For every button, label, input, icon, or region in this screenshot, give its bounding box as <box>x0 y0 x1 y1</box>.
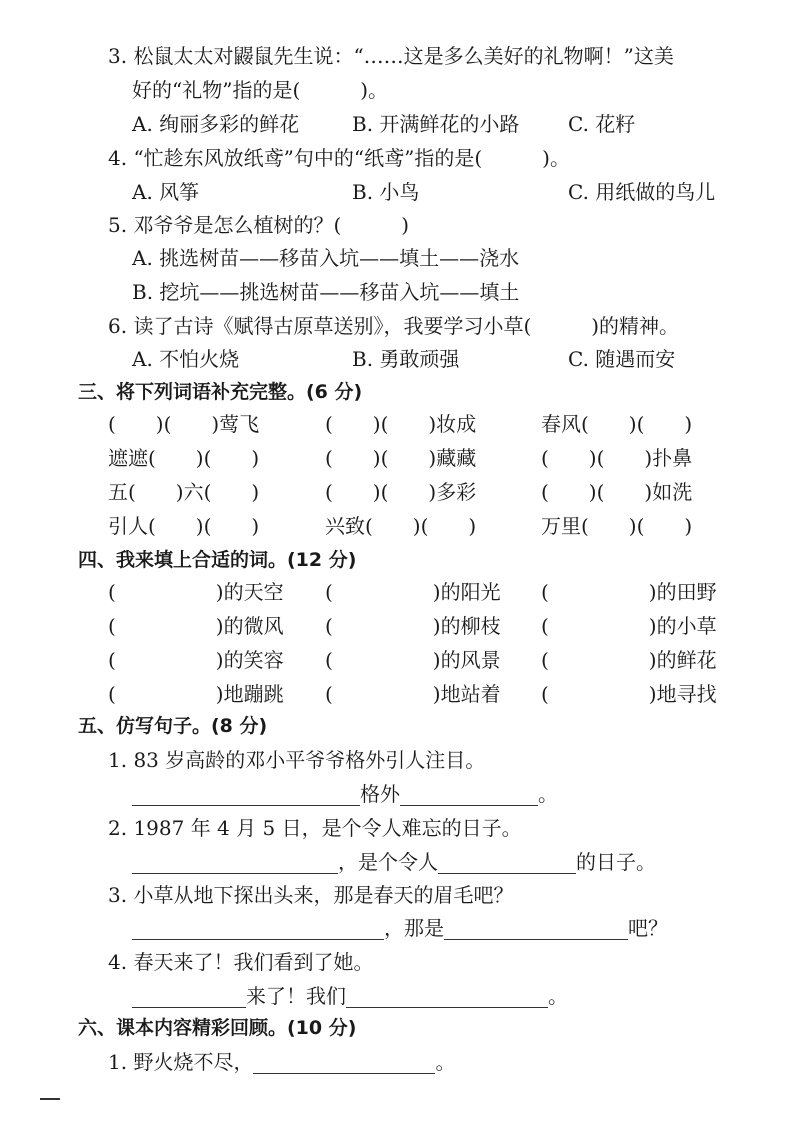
sec4-cell: ( )地蹦跳 <box>108 682 284 706</box>
sec4-cell: ( )地寻找 <box>541 682 717 706</box>
answer-blank[interactable] <box>132 785 360 806</box>
answer-blank[interactable] <box>253 1053 435 1074</box>
q4-stem: 4. “忙趁东风放纸鸢”句中的“纸鸢”指的是( )。 <box>108 146 570 170</box>
sec5-example-3: 3. 小草从地下探出头来，那是春天的眉毛吧？ <box>108 883 514 907</box>
sec4-cell: ( )的田野 <box>541 580 717 604</box>
sec5-example-1: 1. 83 岁高龄的邓小平爷爷格外引人注目。 <box>108 748 486 772</box>
sec3-cell: 兴致( )( ) <box>325 514 477 538</box>
sec4-cell: ( )的风景 <box>325 648 501 672</box>
answer-blank[interactable] <box>132 987 246 1008</box>
q4-option-b: B. 小鸟 <box>352 180 420 204</box>
answer-blank[interactable] <box>132 853 338 874</box>
section-4-title: 四、我来填上合适的词。(12 分) <box>78 549 357 571</box>
q3-option-a: A. 绚丽多彩的鲜花 <box>132 112 300 136</box>
sec5-answer-3: ，那是 吧？ <box>132 916 668 940</box>
q5-option-a: A. 挑选树苗——移苗入坑——填土——浇水 <box>132 246 520 270</box>
q6-option-b: B. 勇敢顽强 <box>352 347 460 371</box>
sec3-cell: ( )( )扑鼻 <box>541 446 693 470</box>
sec5-example-4: 4. 春天来了！我们看到了她。 <box>108 950 374 974</box>
q5-stem: 5. 邓爷爷是怎么植树的？( ) <box>108 213 410 237</box>
answer-blank[interactable] <box>132 919 384 940</box>
sec3-cell: ( )( )多彩 <box>325 480 477 504</box>
q4-option-a: A. 风筝 <box>132 180 200 204</box>
sec4-cell: ( )的天空 <box>108 580 284 604</box>
q4-option-c: C. 用纸做的鸟儿 <box>568 180 716 204</box>
sec4-cell: ( )地站着 <box>325 682 501 706</box>
q6-option-a: A. 不怕火烧 <box>132 347 240 371</box>
sec6-line-1: 1. 野火烧不尽， 。 <box>108 1050 456 1074</box>
sec4-cell: ( )的小草 <box>541 614 717 638</box>
sec5-answer-2: ，是个令人 的日子。 <box>132 850 656 874</box>
sec4-cell: ( )的笑容 <box>108 648 284 672</box>
q3-stem-line1: 3. 松鼠太太对鼹鼠先生说：“……这是多么美好的礼物啊！”这美 <box>108 44 674 68</box>
sec4-cell: ( )的鲜花 <box>541 648 717 672</box>
sec3-cell: 万里( )( ) <box>541 514 693 538</box>
sec5-example-2: 2. 1987 年 4 月 5 日，是个令人难忘的日子。 <box>108 816 522 840</box>
sec4-cell: ( )的柳枝 <box>325 614 501 638</box>
answer-blank[interactable] <box>346 987 548 1008</box>
sec3-cell: 五( )六( ) <box>108 480 260 504</box>
sec5-answer-1: 格外 。 <box>132 782 558 806</box>
sec3-cell: 遮遮( )( ) <box>108 446 260 470</box>
section-6-title: 六、课本内容精彩回顾。(10 分) <box>78 1017 357 1039</box>
q6-stem: 6. 读了古诗《赋得古原草送别》，我要学习小草( )的精神。 <box>108 314 680 338</box>
sec3-cell: ( )( )藏藏 <box>325 446 477 470</box>
section-5-title: 五、仿写句子。(8 分) <box>78 715 268 737</box>
sec3-cell: 引人( )( ) <box>108 514 260 538</box>
sec5-answer-4: 来了！我们 。 <box>132 984 568 1008</box>
q3-option-b: B. 开满鲜花的小路 <box>352 112 520 136</box>
q6-option-c: C. 随遇而安 <box>568 347 676 371</box>
answer-blank[interactable] <box>400 785 538 806</box>
sec3-cell: ( )( )如洗 <box>541 480 693 504</box>
page-margin-mark <box>40 1098 60 1100</box>
answer-blank[interactable] <box>438 853 576 874</box>
q5-option-b: B. 挖坑——挑选树苗——移苗入坑——填土 <box>132 280 520 304</box>
q3-option-c: C. 花籽 <box>568 112 636 136</box>
sec3-cell: ( )( )妆成 <box>325 412 477 436</box>
sec4-cell: ( )的微风 <box>108 614 284 638</box>
sec4-cell: ( )的阳光 <box>325 580 501 604</box>
sec3-cell: 春风( )( ) <box>541 412 693 436</box>
answer-blank[interactable] <box>444 919 628 940</box>
section-3-title: 三、将下列词语补充完整。(6 分) <box>78 381 363 403</box>
sec3-cell: ( )( )莺飞 <box>108 412 260 436</box>
q3-stem-line2: 好的“礼物”指的是( )。 <box>132 78 389 102</box>
